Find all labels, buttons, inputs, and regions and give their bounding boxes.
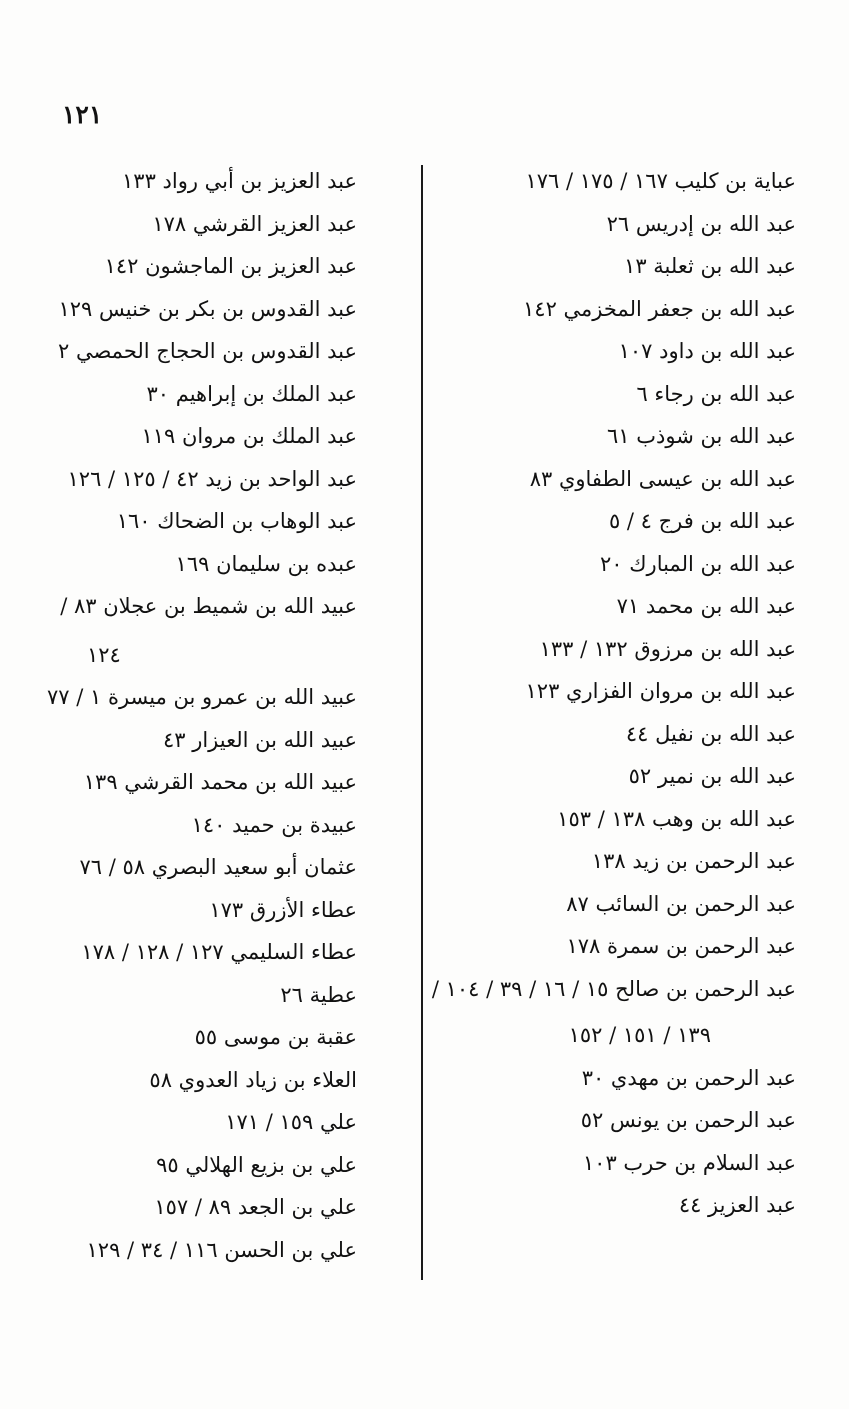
- index-entry: عبد الله بن وهب ١٣٨ / ١٥٣: [557, 806, 796, 831]
- index-entry: عبد الرحمن بن السائب ٨٧: [566, 891, 796, 916]
- index-entry: عبد الله بن المبارك ٢٠: [600, 551, 796, 576]
- index-entry: عبد الله بن نمير ٥٢: [628, 764, 796, 788]
- index-entry: عبيدة بن حميد ١٤٠: [191, 812, 357, 837]
- index-entry: علي بن الجعد ٨٩ / ١٥٧: [154, 1195, 357, 1219]
- index-entry: عبد الله بن ثعلبة ١٣: [624, 254, 796, 278]
- index-entry: عقبة بن موسى ٥٥: [194, 1025, 357, 1049]
- index-entry: عثمان أبو سعيد البصري ٥٨ / ٧٦: [79, 855, 357, 879]
- index-entry: عبد الرحمن بن صالح ١٥ / ١٦ / ٣٩ / ١٠٤ /: [431, 976, 796, 1001]
- index-entry: عبد الله بن عيسى الطفاوي ٨٣: [529, 466, 796, 491]
- index-entry: علي ١٥٩ / ١٧١: [225, 1110, 357, 1134]
- index-entry: عبد الله بن شوذب ٦١: [607, 424, 796, 448]
- index-entry-continuation: ١٢٤: [87, 642, 121, 667]
- index-entry: عبد الملك بن إبراهيم ٣٠: [146, 381, 357, 406]
- index-entry: عبد الملك بن مروان ١١٩: [141, 424, 357, 448]
- index-entry: عبد الله بن مرزوق ١٣٢ / ١٣٣: [539, 636, 796, 661]
- index-entry: عبد الرحمن بن مهدي ٣٠: [581, 1065, 796, 1090]
- index-entry-continuation: ١٣٩ / ١٥١ / ١٥٢: [568, 1023, 711, 1047]
- index-entry: عبد الله بن نفيل ٤٤: [625, 721, 796, 746]
- index-entry: عطاء السليمي ١٢٧ / ١٢٨ / ١٧٨: [81, 940, 357, 964]
- index-entry: عبد الله بن داود ١٠٧: [618, 339, 796, 363]
- index-entry: عبد الرحمن بن يونس ٥٢: [580, 1108, 796, 1132]
- index-entry: علي بن بزيع الهلالي ٩٥: [156, 1152, 357, 1177]
- index-entry: عبيد الله بن العيزار ٤٣: [162, 727, 357, 752]
- index-entry: عبد السلام بن حرب ١٠٣: [582, 1150, 796, 1175]
- index-entry: عبيد الله بن شميط بن عجلان ٨٣ /: [60, 594, 357, 618]
- index-entry: عبيد الله بن عمرو بن ميسرة ١ / ٧٧: [47, 685, 357, 709]
- column-divider: [421, 165, 423, 1280]
- index-entry: عطية ٢٦: [280, 982, 357, 1007]
- page-number: ١٢١: [62, 100, 103, 129]
- index-column-right: [431, 160, 796, 1227]
- index-entry: عبده بن سليمان ١٦٩: [175, 551, 357, 576]
- index-entry: عبد القدوس بن بكر بن خنيس ١٢٩: [58, 296, 357, 321]
- index-entry: عبد الله بن محمد ٧١: [616, 594, 796, 618]
- index-entry: عبيد الله بن محمد القرشي ١٣٩: [83, 770, 357, 794]
- index-entry: عبد العزيز بن الماجشون ١٤٢: [104, 254, 357, 278]
- index-entry: عبد الله بن جعفر المخزمي ١٤٢: [523, 296, 796, 321]
- index-entry: عبد الواحد بن زيد ٤٢ / ١٢٥ / ١٢٦: [67, 466, 357, 491]
- index-entry: علي بن الحسن ١١٦ / ٣٤ / ١٢٩: [86, 1237, 357, 1262]
- index-entry: عبد الله بن إدريس ٢٦: [606, 211, 796, 236]
- index-entry: عباية بن كليب ١٦٧ / ١٧٥ / ١٧٦: [525, 169, 796, 193]
- index-entry: عبد الرحمن بن زيد ١٣٨: [591, 849, 796, 873]
- index-entry: عبد الرحمن بن سمرة ١٧٨: [566, 934, 796, 958]
- index-entry: عبد القدوس بن الحجاج الحمصي ٢: [58, 339, 357, 363]
- index-entry: عبد العزيز بن أبي رواد ١٣٣: [122, 169, 357, 193]
- index-entry: عبد العزيز القرشي ١٧٨: [152, 211, 357, 236]
- index-entry: عبد الله بن فرج ٤ / ٥: [608, 509, 796, 533]
- index-entry: العلاء بن زياد العدوي ٥٨: [149, 1067, 357, 1092]
- index-entry: عبد الله بن مروان الفزاري ١٢٣: [525, 679, 796, 703]
- index-entry: عبد العزيز ٤٤: [678, 1193, 796, 1217]
- index-entry: عبد الوهاب بن الضحاك ١٦٠: [116, 509, 357, 533]
- index-entry: عبد الله بن رجاء ٦: [636, 381, 796, 406]
- index-column-left: [27, 160, 357, 1271]
- index-entry: عطاء الأزرق ١٧٣: [209, 897, 357, 922]
